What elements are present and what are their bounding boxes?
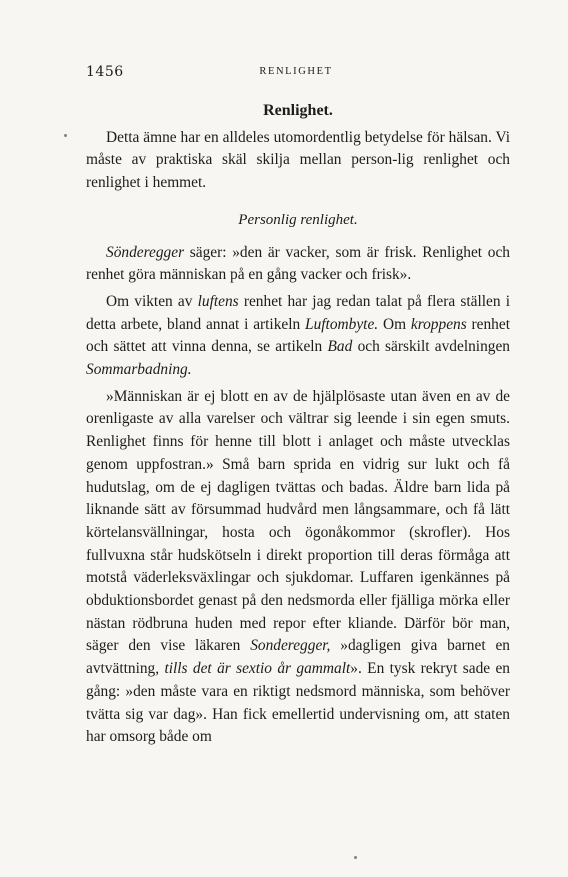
p2-text-c: Om	[378, 315, 411, 333]
intro-paragraph: Detta ämne har en alldeles utomordentlig betydelse för hälsan. Vi måste av praktiska skäl skilja mellan person-lig renlighet och renlighet i hemmet.	[86, 128, 510, 192]
paragraph-3	[86, 386, 510, 749]
p3-italic-sonderegger: Sonderegger,	[250, 637, 331, 655]
page-body	[86, 100, 510, 749]
paragraph-1-text: säger: »den är vacker, som är frisk. Renlighet och renhet göra människan på en gång vacker och frisk».	[86, 243, 510, 284]
p2-italic-luftens: luftens	[197, 292, 239, 310]
p2-italic-sommarbadning: Sommarbadning.	[86, 361, 192, 379]
page-number: 1456	[86, 64, 124, 80]
running-head	[86, 64, 506, 82]
paragraph-1	[86, 242, 510, 287]
author-name: Sönderegger	[106, 243, 185, 261]
p3-text-b: »dagligen giva barnet en avtvättning,	[86, 637, 510, 678]
p2-italic-bad: Bad	[327, 338, 353, 356]
p2-text-b: renhet har jag redan talat på flera ställen i detta arbete, bland annat i artikeln	[86, 292, 511, 333]
p2-text-e: och särskilt avdelningen	[352, 338, 510, 356]
print-speck	[354, 856, 357, 859]
p2-italic-kroppens: kroppens	[410, 315, 467, 333]
p3-italic-quote: tills det är sextio år gammalt	[164, 660, 351, 678]
running-head-title: RENLIGHET	[259, 66, 333, 77]
p3-text-a: »Människan är ej blott en av de hjälplösaste utan även en av de orenligaste av alla varelser och vältrar sig leende i sin egen smuts. Renlighet finns för henne till blott i anlaget och måste utvecklas genom uppfostran.» Små barn sprida en vidrig sur lukt och få hudutslag, om de ej dagligen tvättas och badas. Äldre barn lida på liknande sätt av försummad hudvård men långsammare, och få lätt körtelansvällningar, hosta och ögonåkommor (skrofler). Hos fullvuxna står hudskötseln i direkt proportion till deras förmåga att motstå väderleksväxlingar och sjukdomar. Luffaren igenkännes på obduktionsbordet genast på den nedsmorda eller fjälliga mörka eller nästan rödbruna huden med repor efter kliande. Därför bör man, säger den vise läkaren	[86, 387, 510, 655]
section-title: Renlighet.	[263, 102, 333, 119]
print-speck	[64, 134, 67, 137]
paragraph-2	[86, 291, 510, 382]
p3-text-c: ». En tysk rekryt sade en gång: »den måste vara en riktigt nedsmord människa, som behöver tvätta sig var dag». Han fick emellertid undervisning om, att staten har omsorg både om	[86, 660, 510, 746]
subheading: Personlig renlighet.	[238, 211, 358, 228]
p2-text-d: renhet och sättet att vinna denna, se artikeln	[86, 315, 510, 356]
p2-text-a: Om vikten av	[106, 292, 198, 310]
p2-italic-luftombyte: Luftombyte.	[305, 315, 379, 333]
